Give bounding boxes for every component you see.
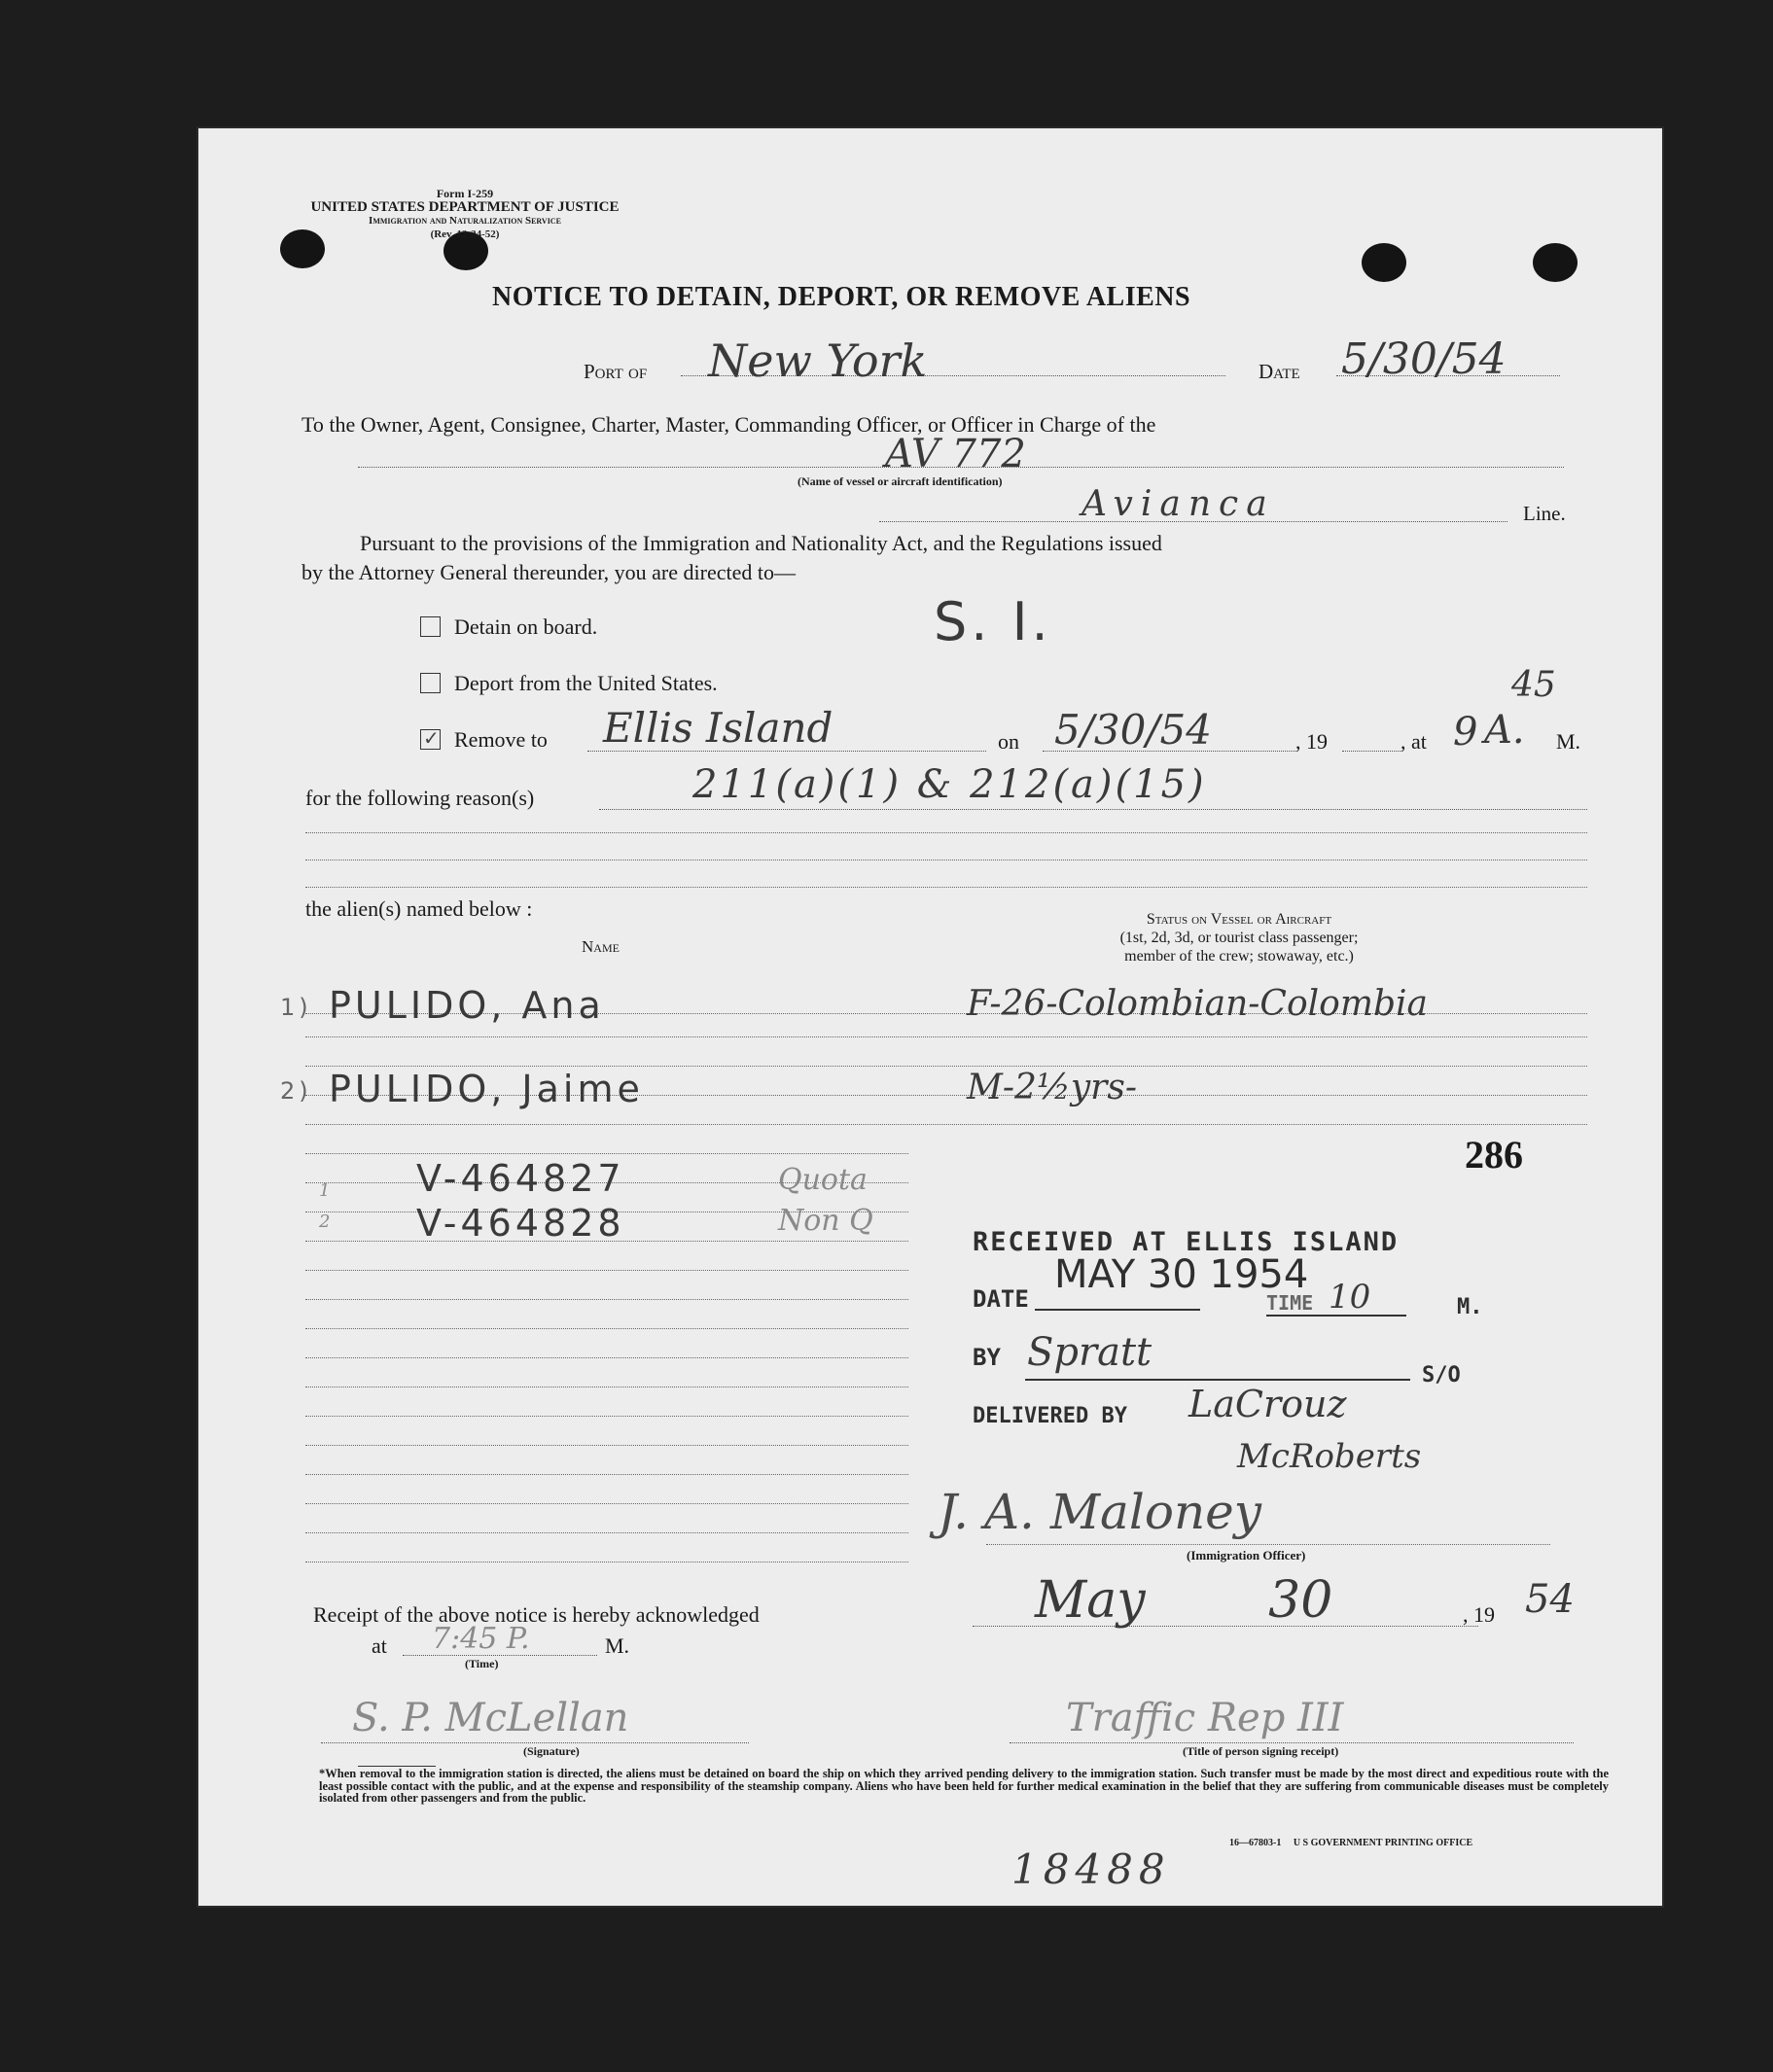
receipt-title-value: Traffic Rep III bbox=[1066, 1696, 1344, 1740]
receipt-year-prefix: , 19 bbox=[1463, 1602, 1495, 1627]
list-rule bbox=[305, 1153, 908, 1154]
remove-checkbox[interactable]: ✓ bbox=[420, 729, 441, 750]
receipt-text: Receipt of the above notice is hereby acknowledged bbox=[313, 1602, 760, 1627]
list-rule bbox=[305, 1328, 908, 1329]
stamp-time-label: TIME bbox=[1266, 1291, 1314, 1315]
form-header bbox=[300, 187, 630, 241]
pursuant-text-2: by the Attorney General thereunder, you are directed to— bbox=[301, 560, 796, 584]
status-header bbox=[1045, 910, 1434, 966]
file-number: 18488 bbox=[1011, 1845, 1171, 1893]
remove-place: Ellis Island bbox=[603, 704, 833, 752]
year-prefix: , 19 bbox=[1295, 729, 1328, 754]
alien-1-status: F-26-Colombian-Colombia bbox=[967, 984, 1428, 1024]
si-note: S. I. bbox=[934, 591, 1052, 652]
line-value: Avianca bbox=[1082, 484, 1275, 524]
port-value: New York bbox=[708, 334, 928, 387]
reasons-label: for the following reason(s) bbox=[305, 786, 535, 810]
receipt-signature-field bbox=[321, 1742, 749, 1743]
officer-signature: J. A. Maloney bbox=[938, 1484, 1261, 1540]
receipt-time-caption: (Time) bbox=[465, 1657, 499, 1670]
receipt-year-value: 54 bbox=[1525, 1577, 1575, 1622]
footnote-text: *When removal to the immigration station is directed, the aliens must be detained on board the ship on which they arrived pending delivery to the immigration station. Such transfer must be made by the most direct and expeditious route with the least possible contact with the public, and at the expense and responsibility of the steamship company. Aliens who have been held for further medical examination in the belief that they are suffering from communicable diseases must be completely isolated from other passengers and from the public. bbox=[319, 1767, 1609, 1805]
stamp-delivered-value-1: LaCrouz bbox=[1188, 1383, 1347, 1425]
name-header: Name bbox=[582, 937, 620, 956]
detain-label: Detain on board. bbox=[454, 615, 598, 639]
punch-hole-right-2 bbox=[1533, 243, 1578, 282]
visa-1-number: 1 bbox=[319, 1180, 331, 1201]
reasons-rule-3 bbox=[305, 887, 1587, 888]
stamp-by-value: Spratt bbox=[1027, 1330, 1152, 1375]
form-title: NOTICE TO DETAIN, DEPORT, OR REMOVE ALIENS bbox=[492, 282, 1191, 312]
receipt-signature-caption: (Signature) bbox=[523, 1744, 580, 1758]
date-value: 5/30/54 bbox=[1341, 334, 1507, 384]
status-header-line-3: member of the crew; stowaway, etc.) bbox=[1124, 948, 1354, 965]
visa-2-value: V-464828 bbox=[416, 1202, 625, 1245]
list-rule bbox=[305, 1299, 908, 1300]
list-rule bbox=[305, 1066, 1587, 1067]
vessel-value: AV 772 bbox=[885, 432, 1026, 476]
stamp-so-label: S/O bbox=[1422, 1363, 1461, 1387]
stamp-delivered-value-2: McRoberts bbox=[1237, 1437, 1422, 1476]
visa-2-number: 2 bbox=[319, 1212, 331, 1232]
aliens-label: the alien(s) named below : bbox=[305, 896, 533, 921]
alien-1-name: PULIDO, Ana bbox=[329, 984, 605, 1027]
receipt-title-field bbox=[1010, 1742, 1574, 1743]
stamp-by-line bbox=[1025, 1379, 1410, 1381]
receipt-at-label: at bbox=[372, 1633, 387, 1658]
visa-2-note: Non Q bbox=[778, 1204, 873, 1238]
reasons-rule-1 bbox=[305, 832, 1587, 833]
receipt-signature-value: S. P. McLellan bbox=[352, 1696, 629, 1740]
remove-minutes: 45 bbox=[1511, 665, 1556, 705]
visa-1-value: V-464827 bbox=[416, 1157, 625, 1200]
alien-2-number: 2) bbox=[280, 1077, 312, 1105]
receipt-time-value: 7:45 P. bbox=[432, 1622, 530, 1656]
option-deport[interactable] bbox=[420, 671, 718, 696]
date-label: Date bbox=[1259, 360, 1300, 383]
addressee-text: To the Owner, Agent, Consignee, Charter, Master, Commanding Officer, or Officer in Charge of the bbox=[301, 412, 1156, 437]
option-detain[interactable] bbox=[420, 615, 597, 640]
list-rule bbox=[305, 1445, 908, 1446]
list-rule bbox=[305, 1416, 908, 1417]
form-number: Form I-259 bbox=[436, 187, 494, 200]
on-label: on bbox=[998, 729, 1019, 754]
list-rule bbox=[305, 1036, 1587, 1037]
visa-1-note: Quota bbox=[778, 1163, 868, 1197]
revision-date: (Rev. 12-24-52) bbox=[430, 228, 500, 240]
list-rule bbox=[305, 1357, 908, 1358]
detain-checkbox[interactable] bbox=[420, 616, 441, 637]
list-rule bbox=[305, 1474, 908, 1475]
service-name: Immigration and Naturalization Service bbox=[369, 215, 561, 227]
alien-2-name: PULIDO, Jaime bbox=[329, 1068, 644, 1110]
list-rule bbox=[305, 1503, 908, 1504]
pursuant-text-1: Pursuant to the provisions of the Immigration and Nationality Act, and the Regulations issued bbox=[360, 531, 1162, 555]
form-sheet bbox=[198, 128, 1662, 1906]
list-rule bbox=[305, 1532, 908, 1533]
reasons-field bbox=[599, 809, 1587, 810]
officer-caption: (Immigration Officer) bbox=[1187, 1548, 1306, 1563]
line-label: Line. bbox=[1523, 502, 1566, 525]
deport-label: Deport from the United States. bbox=[454, 671, 718, 695]
punch-hole-right-1 bbox=[1362, 243, 1406, 282]
receipt-date-value: May 30 bbox=[1035, 1571, 1333, 1630]
port-label: Port of bbox=[584, 360, 648, 383]
alien-1-number: 1) bbox=[280, 994, 312, 1021]
deport-checkbox[interactable] bbox=[420, 673, 441, 693]
remove-date: 5/30/54 bbox=[1054, 706, 1212, 754]
receipt-m-label: M. bbox=[605, 1633, 630, 1658]
remove-ampm: A. bbox=[1484, 708, 1525, 753]
stamp-m-label: M. bbox=[1457, 1295, 1483, 1319]
stamp-number: 286 bbox=[1465, 1133, 1523, 1176]
received-stamp-title: RECEIVED AT ELLIS ISLAND bbox=[973, 1227, 1400, 1257]
remove-time: 9 bbox=[1453, 710, 1478, 755]
department-name: UNITED STATES DEPARTMENT OF JUSTICE bbox=[310, 199, 620, 215]
stamp-date-line bbox=[1035, 1309, 1200, 1311]
reasons-value: 211(a)(1) & 212(a)(15) bbox=[692, 762, 1207, 807]
status-header-title: Status on Vessel or Aircraft bbox=[1146, 911, 1332, 928]
status-header-line-2: (1st, 2d, 3d, or tourist class passenger; bbox=[1119, 930, 1359, 946]
stamp-time-value: 10 bbox=[1329, 1278, 1371, 1317]
option-remove[interactable] bbox=[420, 727, 548, 753]
alien-2-status: M-2½yrs- bbox=[967, 1068, 1138, 1107]
vessel-caption: (Name of vessel or aircraft identification) bbox=[798, 474, 1003, 488]
officer-signature-line bbox=[986, 1544, 1550, 1545]
stamp-delivered-label: DELIVERED BY bbox=[973, 1404, 1127, 1428]
receipt-title-caption: (Title of person signing receipt) bbox=[1183, 1744, 1339, 1758]
year-field bbox=[1342, 751, 1401, 752]
at-label: , at bbox=[1401, 729, 1427, 754]
list-rule bbox=[305, 1124, 1587, 1125]
printer-imprint: 16—67803-1 U S GOVERNMENT PRINTING OFFICE bbox=[1229, 1838, 1473, 1848]
stamp-date-label: DATE bbox=[973, 1285, 1029, 1313]
list-rule bbox=[305, 1270, 908, 1271]
stamp-by-label: BY bbox=[973, 1344, 1001, 1371]
stamp-date-value: MAY 30 1954 bbox=[1054, 1252, 1309, 1297]
remove-label: Remove to bbox=[454, 727, 548, 752]
remove-m-label: M. bbox=[1556, 729, 1581, 754]
list-rule bbox=[305, 1562, 908, 1563]
